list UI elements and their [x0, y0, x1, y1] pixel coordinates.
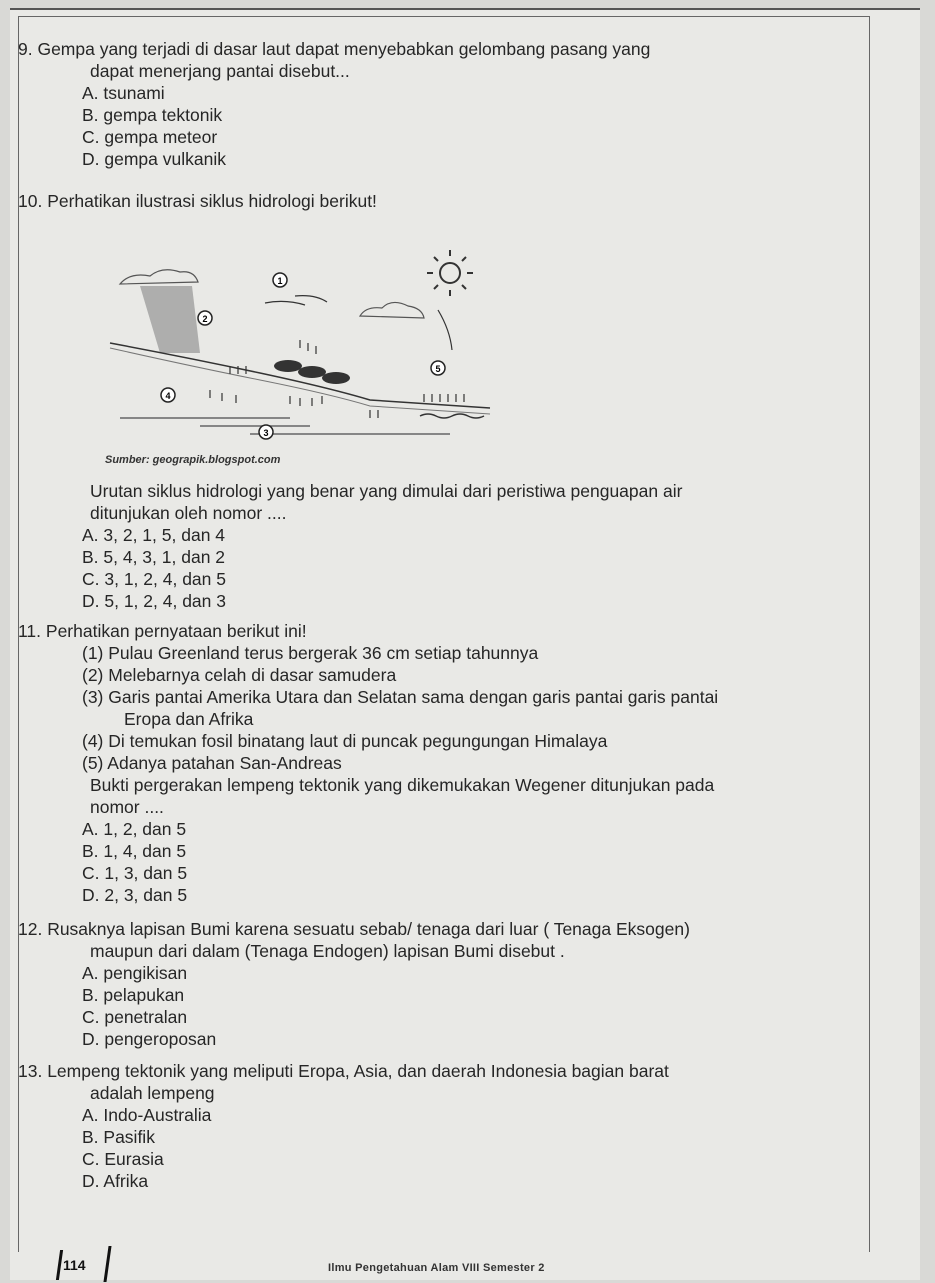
sea	[120, 418, 450, 434]
question-10	[18, 190, 858, 212]
question-10-text: 10. Perhatikan ilustrasi siklus hidrologi berikut!	[18, 191, 377, 211]
statement-2: (2) Melebarnya celah di dasar samudera	[82, 665, 397, 685]
cloud-left	[120, 270, 198, 284]
question-11	[18, 620, 858, 906]
question-9	[18, 38, 858, 170]
question-10-prompt: Urutan siklus hidrologi yang benar yang dimulai dari peristiwa penguapan air	[90, 481, 683, 501]
label-2	[198, 311, 212, 325]
question-12-text-cont: maupun dari dalam (Tenaga Endogen) lapisan Bumi disebut .	[90, 941, 565, 961]
option-12-d: D. pengeroposan	[82, 1029, 217, 1049]
svg-text:2: 2	[202, 314, 208, 324]
label-4	[161, 388, 175, 402]
option-10-c: C. 3, 1, 2, 4, dan 5	[82, 569, 226, 589]
option-13-c: C. Eurasia	[82, 1149, 164, 1169]
question-11-prompt: Bukti pergerakan lempeng tektonik yang dikemukakan Wegener ditunjukan pada	[90, 775, 715, 795]
option-10-b: B. 5, 4, 3, 1, dan 2	[82, 547, 226, 567]
svg-text:3: 3	[263, 428, 269, 438]
label-5	[431, 361, 445, 375]
option-12-b: B. pelapukan	[82, 985, 185, 1005]
question-12	[18, 918, 858, 1050]
option-9-b: B. gempa tektonik	[82, 105, 223, 125]
hydrology-cycle-figure	[100, 248, 500, 448]
label-3	[259, 425, 273, 439]
statement-3-cont: Eropa dan Afrika	[124, 709, 254, 729]
rain-area	[140, 286, 200, 353]
page	[10, 8, 920, 1280]
question-13	[18, 1060, 858, 1192]
option-9-c: C. gempa meteor	[82, 127, 218, 147]
question-11-prompt-cont: nomor ....	[90, 797, 164, 817]
statement-4: (4) Di temukan fosil binatang laut di puncak pegungungan Himalaya	[82, 731, 608, 751]
sun-icon	[427, 250, 473, 296]
figure-source: Sumber: geograpik.blogspot.com	[105, 454, 281, 466]
option-13-d: D. Afrika	[82, 1171, 149, 1191]
trees	[274, 360, 350, 384]
option-12-c: C. penetralan	[82, 1007, 188, 1027]
svg-text:5: 5	[435, 364, 441, 374]
question-10-body	[18, 480, 858, 612]
option-11-b: B. 1, 4, dan 5	[82, 841, 187, 861]
option-11-d: D. 2, 3, dan 5	[82, 885, 188, 905]
question-13-text: 13. Lempeng tektonik yang meliputi Eropa, Asia, dan daerah Indonesia bagian barat	[18, 1061, 669, 1081]
svg-text:4: 4	[165, 391, 171, 401]
statement-1: (1) Pulau Greenland terus bergerak 36 cm setiap tahunnya	[82, 643, 539, 663]
question-10-prompt-cont: ditunjukan oleh nomor ....	[90, 503, 287, 523]
option-9-a: A. tsunami	[82, 83, 165, 103]
question-9-text: 9. Gempa yang terjadi di dasar laut dapat menyebabkan gelombang pasang yang	[18, 39, 651, 59]
question-11-text: 11. Perhatikan pernyataan berikut ini!	[18, 621, 307, 641]
option-13-b: B. Pasifik	[82, 1127, 155, 1147]
question-13-text-cont: adalah lempeng	[90, 1083, 215, 1103]
option-10-d: D. 5, 1, 2, 4, dan 3	[82, 591, 226, 611]
option-11-a: A. 1, 2, dan 5	[82, 819, 187, 839]
svg-text:1: 1	[277, 276, 283, 286]
option-11-c: C. 1, 3, dan 5	[82, 863, 188, 883]
question-12-text: 12. Rusaknya lapisan Bumi karena sesuatu sebab/ tenaga dari luar ( Tenaga Eksogen)	[18, 919, 690, 939]
option-9-d: D. gempa vulkanik	[82, 149, 226, 169]
page-number: 114	[63, 1257, 86, 1273]
option-10-a: A. 3, 2, 1, 5, dan 4	[82, 525, 226, 545]
question-9-text-cont: dapat menerjang pantai disebut...	[90, 61, 350, 81]
option-12-a: A. pengikisan	[82, 963, 188, 983]
statement-5: (5) Adanya patahan San-Andreas	[82, 753, 342, 773]
option-13-a: A. Indo-Australia	[82, 1105, 212, 1125]
cloud-right	[360, 302, 424, 318]
statement-3: (3) Garis pantai Amerika Utara dan Selatan sama dengan garis pantai garis pantai	[82, 687, 719, 707]
label-1	[273, 273, 287, 287]
book-title: Ilmu Pengetahuan Alam VIII Semester 2	[328, 1262, 545, 1274]
